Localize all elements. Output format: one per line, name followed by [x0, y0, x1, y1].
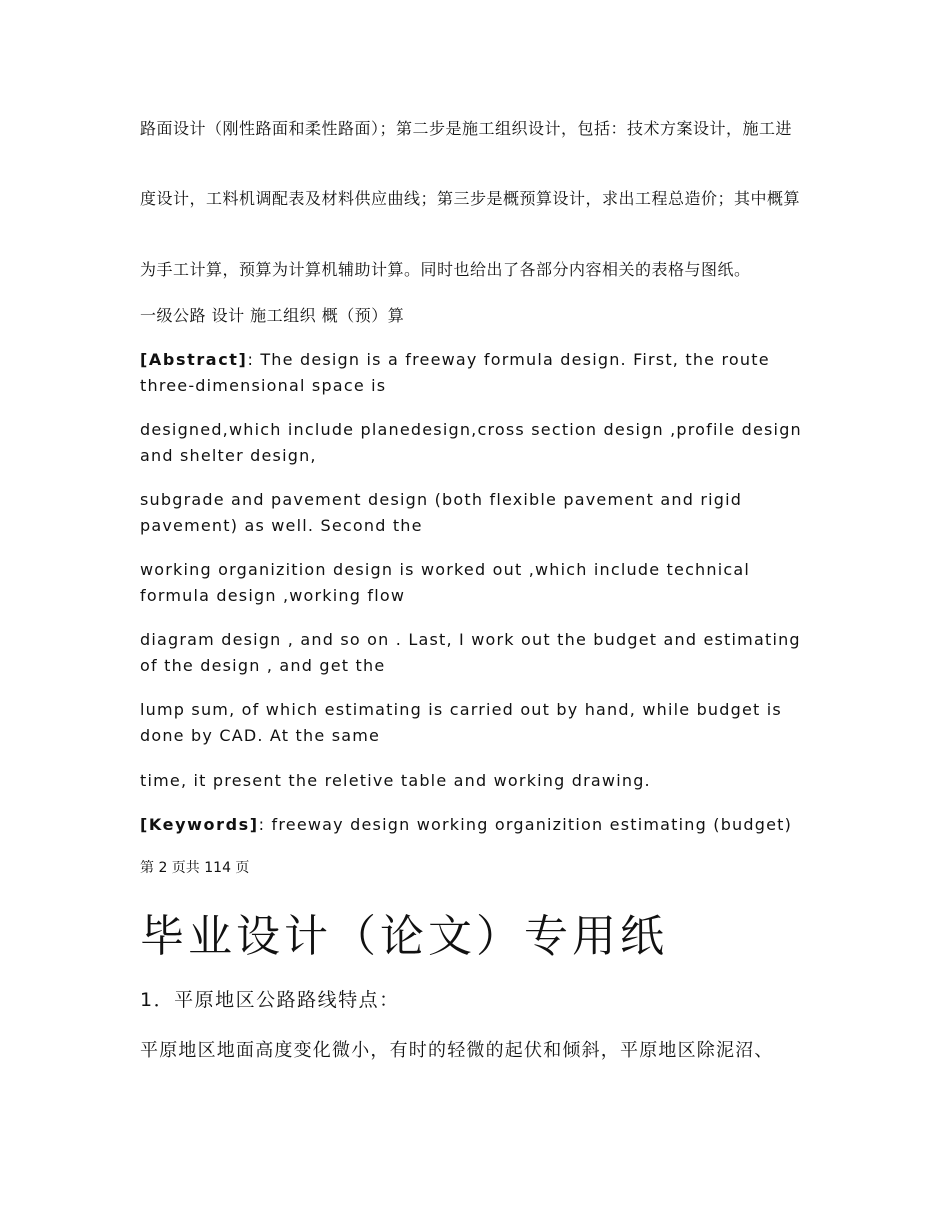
en-keywords [140, 812, 820, 838]
en-abstract-paragraph-2: designed,which include planedesign,cross section design ,profile design and shelter design, [140, 420, 802, 465]
en-abstract-paragraph-1 [140, 347, 820, 399]
abstract-text-1: : The design is a freeway formula design. First, the route three-dimensional space is [140, 350, 770, 395]
section-heading: 1．平原地区公路路线特点： [140, 989, 400, 1011]
cn-abstract-paragraph-2: 度设计，工料机调配表及材料供应曲线；第三步是概预算设计，求出工程总造价；其中概算 [140, 189, 801, 208]
keywords-label: [Keywords] [140, 815, 259, 834]
en-abstract-paragraph-5: diagram design , and so on . Last, I work out the budget and estimating of the design , and get the [140, 630, 801, 675]
cn-keywords: 一级公路 设计 施工组织 概（预）算 [140, 306, 405, 325]
cn-abstract-paragraph-1: 路面设计（刚性路面和柔性路面）；第二步是施工组织设计，包括：技术方案设计，施工进 [140, 119, 793, 138]
cn-abstract-paragraph-3: 为手工计算，预算为计算机辅助计算。同时也给出了各部分内容相关的表格与图纸。 [140, 260, 751, 279]
en-abstract-paragraph-4: working organizition design is worked out ,which include technical formula design ,working flow [140, 560, 751, 605]
body-paragraph: 平原地区地面高度变化微小，有时的轻微的起伏和倾斜，平原地区除泥沼、 [140, 1040, 774, 1061]
en-abstract-paragraph-6: lump sum, of which estimating is carried out by hand, while budget is done by CAD. At the same [140, 700, 782, 745]
abstract-label: [Abstract] [140, 350, 248, 369]
paper-header-title: 毕业设计（论文）专用纸 [140, 911, 668, 962]
en-abstract-paragraph-7: time, it present the reletive table and working drawing. [140, 771, 651, 790]
keywords-text: : freeway design working organizition estimating (budget) [258, 815, 793, 834]
page-number: 第 2 页共 114 页 [140, 860, 250, 876]
en-abstract-paragraph-3: subgrade and pavement design (both flexible pavement and rigid pavement) as well. Second the [140, 490, 743, 535]
